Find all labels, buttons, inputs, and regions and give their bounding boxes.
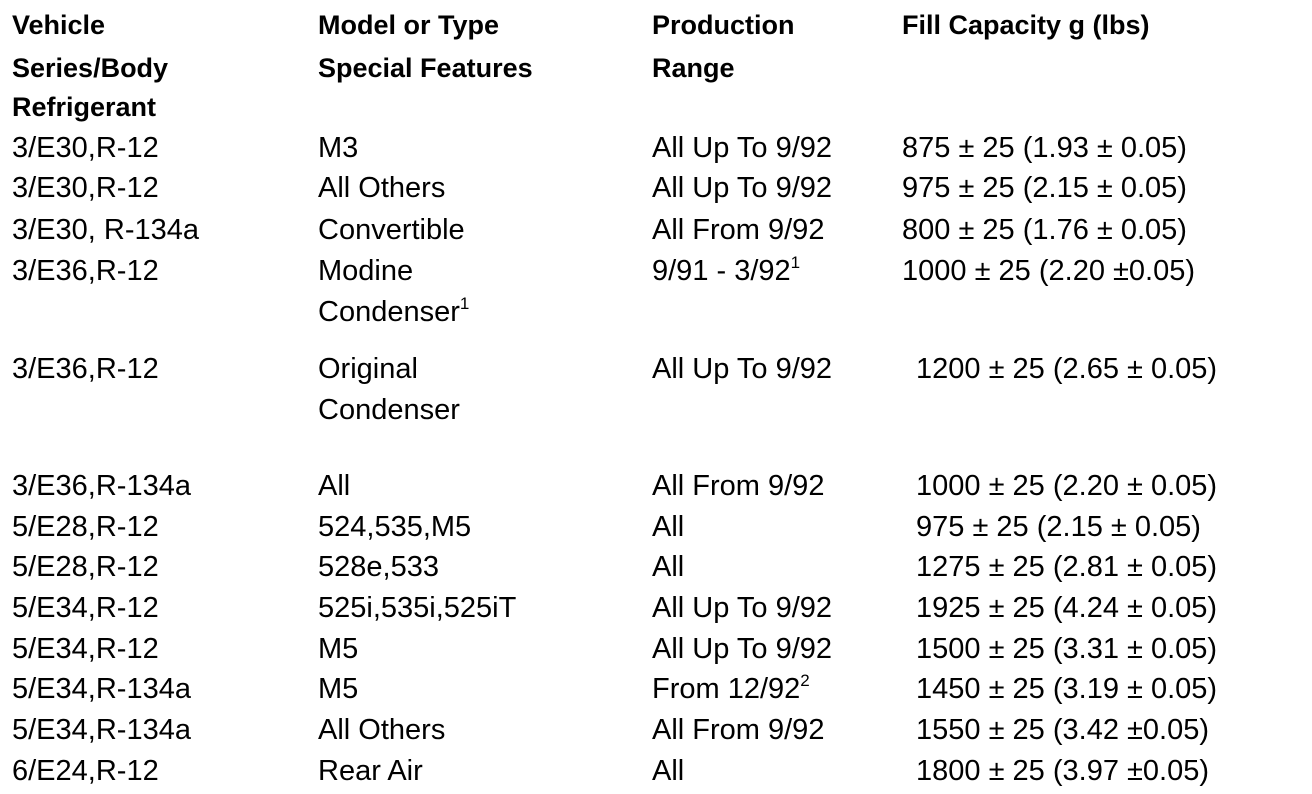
row-7-model: 528e,533 [318, 551, 439, 583]
row-8-range: All Up To 9/92 [652, 592, 833, 624]
row-0-vehicle: 3/E30,R-12 [12, 132, 159, 164]
header-vehicle-line-2: Series/Body [12, 53, 169, 83]
row-3-model-line-2 [318, 292, 469, 332]
row-3-vehicle: 3/E36,R-12 [12, 255, 159, 287]
row-12-vehicle: 6/E24,R-12 [12, 755, 159, 787]
row-3-capacity: 1000 ± 25 (2.20 ±0.05) [902, 255, 1196, 287]
row-4-range: All Up To 9/92 [652, 353, 833, 385]
row-11-range: All From 9/92 [652, 714, 825, 746]
header-vehicle-line-3: Refrigerant [12, 92, 157, 122]
row-9-range: All Up To 9/92 [652, 633, 833, 665]
row-0-model: M3 [318, 132, 359, 164]
row-4-vehicle: 3/E36,R-12 [12, 353, 159, 385]
footnote-marker-1: 1 [459, 294, 470, 313]
row-8-capacity: 1925 ± 25 (4.24 ± 0.05) [916, 592, 1218, 624]
row-9-model: M5 [318, 633, 359, 665]
row-6-model: 524,535,M5 [318, 511, 472, 543]
row-4-capacity: 1200 ± 25 (2.65 ± 0.05) [916, 353, 1218, 385]
header-vehicle-line-1: Vehicle [12, 10, 106, 40]
row-7-capacity: 1275 ± 25 (2.81 ± 0.05) [916, 551, 1218, 583]
row-5-range: All From 9/92 [652, 470, 825, 502]
row-9-vehicle: 5/E34,R-12 [12, 633, 159, 665]
header-capacity: Fill Capacity g (lbs) [902, 10, 1150, 40]
row-5-vehicle: 3/E36,R-134a [12, 470, 191, 502]
row-10-range-text: From 12/92 [652, 673, 801, 705]
row-6-capacity: 975 ± 25 (2.15 ± 0.05) [916, 511, 1201, 543]
footnote-marker-2: 2 [800, 671, 810, 690]
row-0-range: All Up To 9/92 [652, 132, 833, 164]
row-5-model: All [318, 470, 351, 502]
row-0-capacity: 875 ± 25 (1.93 ± 0.05) [902, 132, 1187, 164]
row-10-capacity: 1450 ± 25 (3.19 ± 0.05) [916, 673, 1218, 705]
row-3-range-text: 9/91 - 3/92 [652, 255, 791, 287]
row-12-range: All [652, 755, 685, 787]
footnote-marker-1: 1 [790, 253, 801, 272]
row-3-model-line-1: Modine [318, 255, 414, 287]
row-9-capacity: 1500 ± 25 (3.31 ± 0.05) [916, 633, 1218, 665]
row-12-model: Rear Air [318, 755, 423, 787]
row-6-range: All [652, 511, 685, 543]
row-2-capacity: 800 ± 25 (1.76 ± 0.05) [902, 214, 1187, 246]
row-1-model: All Others [318, 172, 446, 204]
row-7-range: All [652, 551, 685, 583]
row-1-range: All Up To 9/92 [652, 172, 833, 204]
row-2-range: All From 9/92 [652, 214, 825, 246]
row-2-vehicle: 3/E30, R-134a [12, 214, 200, 246]
row-10-model: M5 [318, 673, 359, 705]
row-7-vehicle: 5/E28,R-12 [12, 551, 159, 583]
header-model-line-1: Model or Type [318, 10, 500, 40]
row-8-model: 525i,535i,525iT [318, 592, 517, 624]
row-1-capacity: 975 ± 25 (2.15 ± 0.05) [902, 172, 1187, 204]
row-3-range [652, 251, 800, 291]
row-11-model: All Others [318, 714, 446, 746]
row-4-model-line-1: Original [318, 353, 418, 385]
row-11-vehicle: 5/E34,R-134a [12, 714, 191, 746]
row-4-model-line-2: Condenser [318, 394, 460, 426]
row-6-vehicle: 5/E28,R-12 [12, 511, 159, 543]
row-12-capacity: 1800 ± 25 (3.97 ±0.05) [916, 755, 1210, 787]
row-11-capacity: 1550 ± 25 (3.42 ±0.05) [916, 714, 1210, 746]
row-3-model-line-2-text: Condenser [318, 296, 460, 328]
row-10-vehicle: 5/E34,R-134a [12, 673, 191, 705]
row-2-model: Convertible [318, 214, 465, 246]
row-10-range [652, 669, 810, 709]
header-production-line-2: Range [652, 53, 735, 83]
row-5-capacity: 1000 ± 25 (2.20 ± 0.05) [916, 470, 1218, 502]
header-production-line-1: Production [652, 10, 795, 40]
header-model-line-2: Special Features [318, 53, 533, 83]
row-1-vehicle: 3/E30,R-12 [12, 172, 159, 204]
row-8-vehicle: 5/E34,R-12 [12, 592, 159, 624]
